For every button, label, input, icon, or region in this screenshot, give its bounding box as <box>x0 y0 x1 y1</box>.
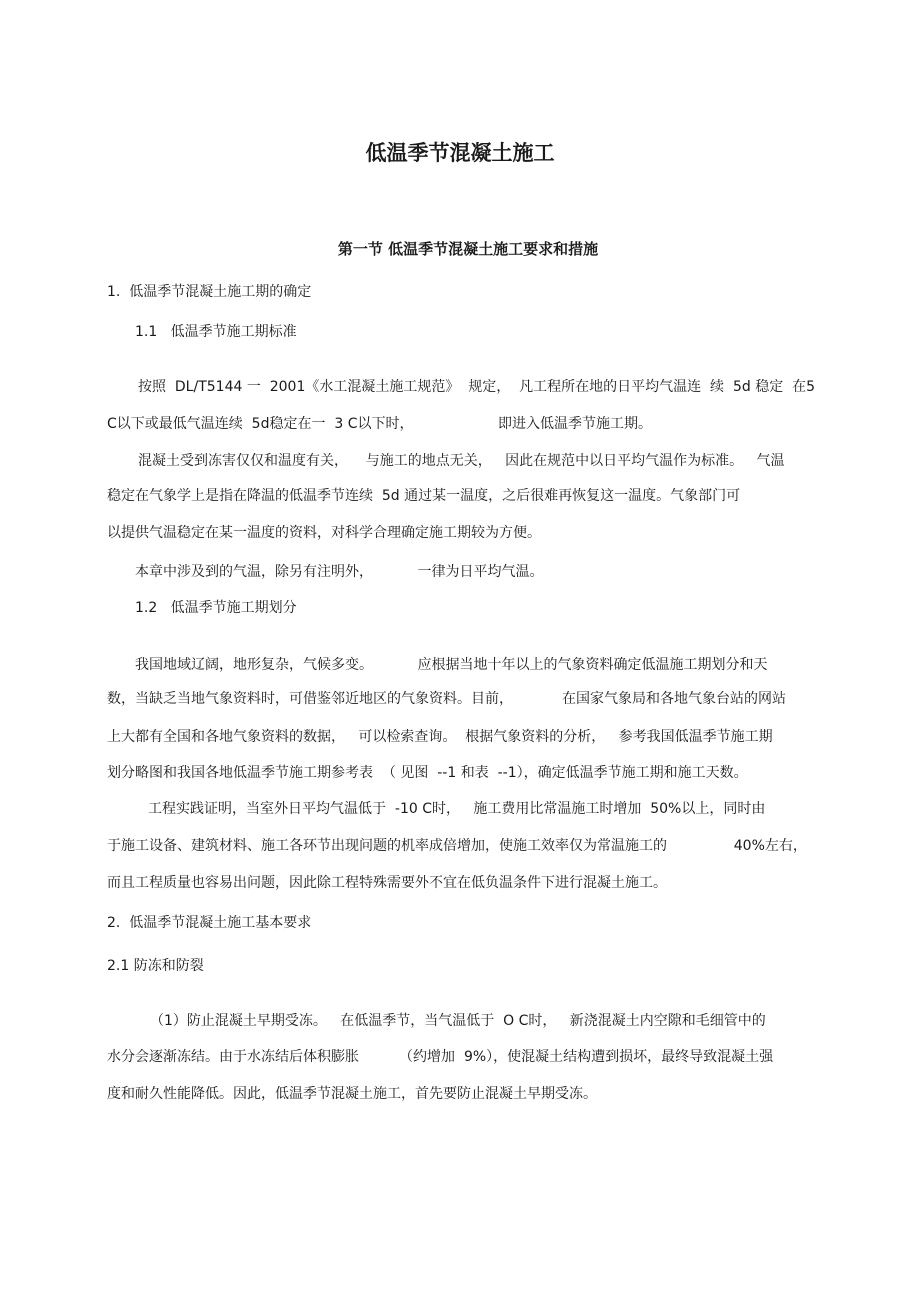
paragraph-line: 划分略图和我国各地低温季节施工期参考表 （ 见图 --1 和表 --1），确定低温季节施工期和施工天数。 <box>107 765 748 781</box>
paragraph-line: 以提供气温稳定在某一温度的资料，对科学合理确定施工期较为方便。 <box>107 525 541 541</box>
paragraph-line: 稳定在气象学上是指在降温的低温季节连续 5d 通过某一温度，之后很难再恢复这一温度。气象部门可 <box>107 488 741 504</box>
heading-2-1: 2.1 防冻和防裂 <box>107 958 204 974</box>
paragraph-line: 上大都有全国和各地气象资料的数据， 可以检索查询。 根据气象资料的分析， 参考我国低温季节施工期 <box>107 729 773 745</box>
paragraph-line: 按照 DL/T5144 一 2001《水工混凝土施工规范》 规定， 凡工程所在地的日平均气温连 续 5d 稳定 在5 <box>138 379 816 395</box>
heading-1-2: 1.2 低温季节施工期划分 <box>135 600 297 616</box>
paragraph-line: C以下或最低气温连续 5d稳定在一 3 C以下时， 即进入低温季节施工期。 <box>107 416 653 432</box>
paragraph-line: 度和耐久性能降低。因此，低温季节混凝土施工，首先要防止混凝土早期受冻。 <box>107 1086 597 1102</box>
paragraph-line: 数，当缺乏当地气象资料时，可借鉴邻近地区的气象资料。目前， 在国家气象局和各地气象台站的网站 <box>107 691 786 707</box>
paragraph-line: 水分会逐渐冻结。由于水冻结后体积膨胀 （约增加 9%），使混凝土结构遭到损坏，最终导致混凝土强 <box>107 1049 774 1065</box>
heading-2: 2. 低温季节混凝土施工基本要求 <box>107 915 312 931</box>
document-title: 低温季节混凝土施工 <box>365 141 555 165</box>
paragraph-line: （1）防止混凝土早期受冻。 在低温季节，当气温低于 O C时， 新浇混凝土内空隙和毛细管中的 <box>150 1013 766 1029</box>
paragraph-line: 本章中涉及到的气温，除另有注明外， 一律为日平均气温。 <box>135 564 544 580</box>
paragraph-line: 而且工程质量也容易出问题，因此除工程特殊需要外不宜在低负温条件下进行混凝土施工。 <box>107 875 667 891</box>
heading-1: 1. 低温季节混凝土施工期的确定 <box>107 284 312 300</box>
heading-1-1: 1.1 低温季节施工期标准 <box>135 324 297 340</box>
section-title: 第一节 低温季节混凝土施工要求和措施 <box>337 240 599 258</box>
paragraph-line: 我国地域辽阔，地形复杂，气候多变。 应根据当地十年以上的气象资料确定低温施工期划分和天 <box>135 657 768 673</box>
paragraph-line: 混凝土受到冻害仅仅和温度有关， 与施工的地点无关， 因此在规范中以日平均气温作为标准。 气温 <box>138 453 785 469</box>
paragraph-line: 于施工设备、建筑材料、施工各环节出现问题的机率成倍增加，使施工效率仅为常温施工的 40%左右， <box>107 838 807 854</box>
paragraph-line: 工程实践证明，当室外日平均气温低于 -10 C时， 施工费用比常温施工时增加 50%以上，同时由 <box>148 801 766 817</box>
